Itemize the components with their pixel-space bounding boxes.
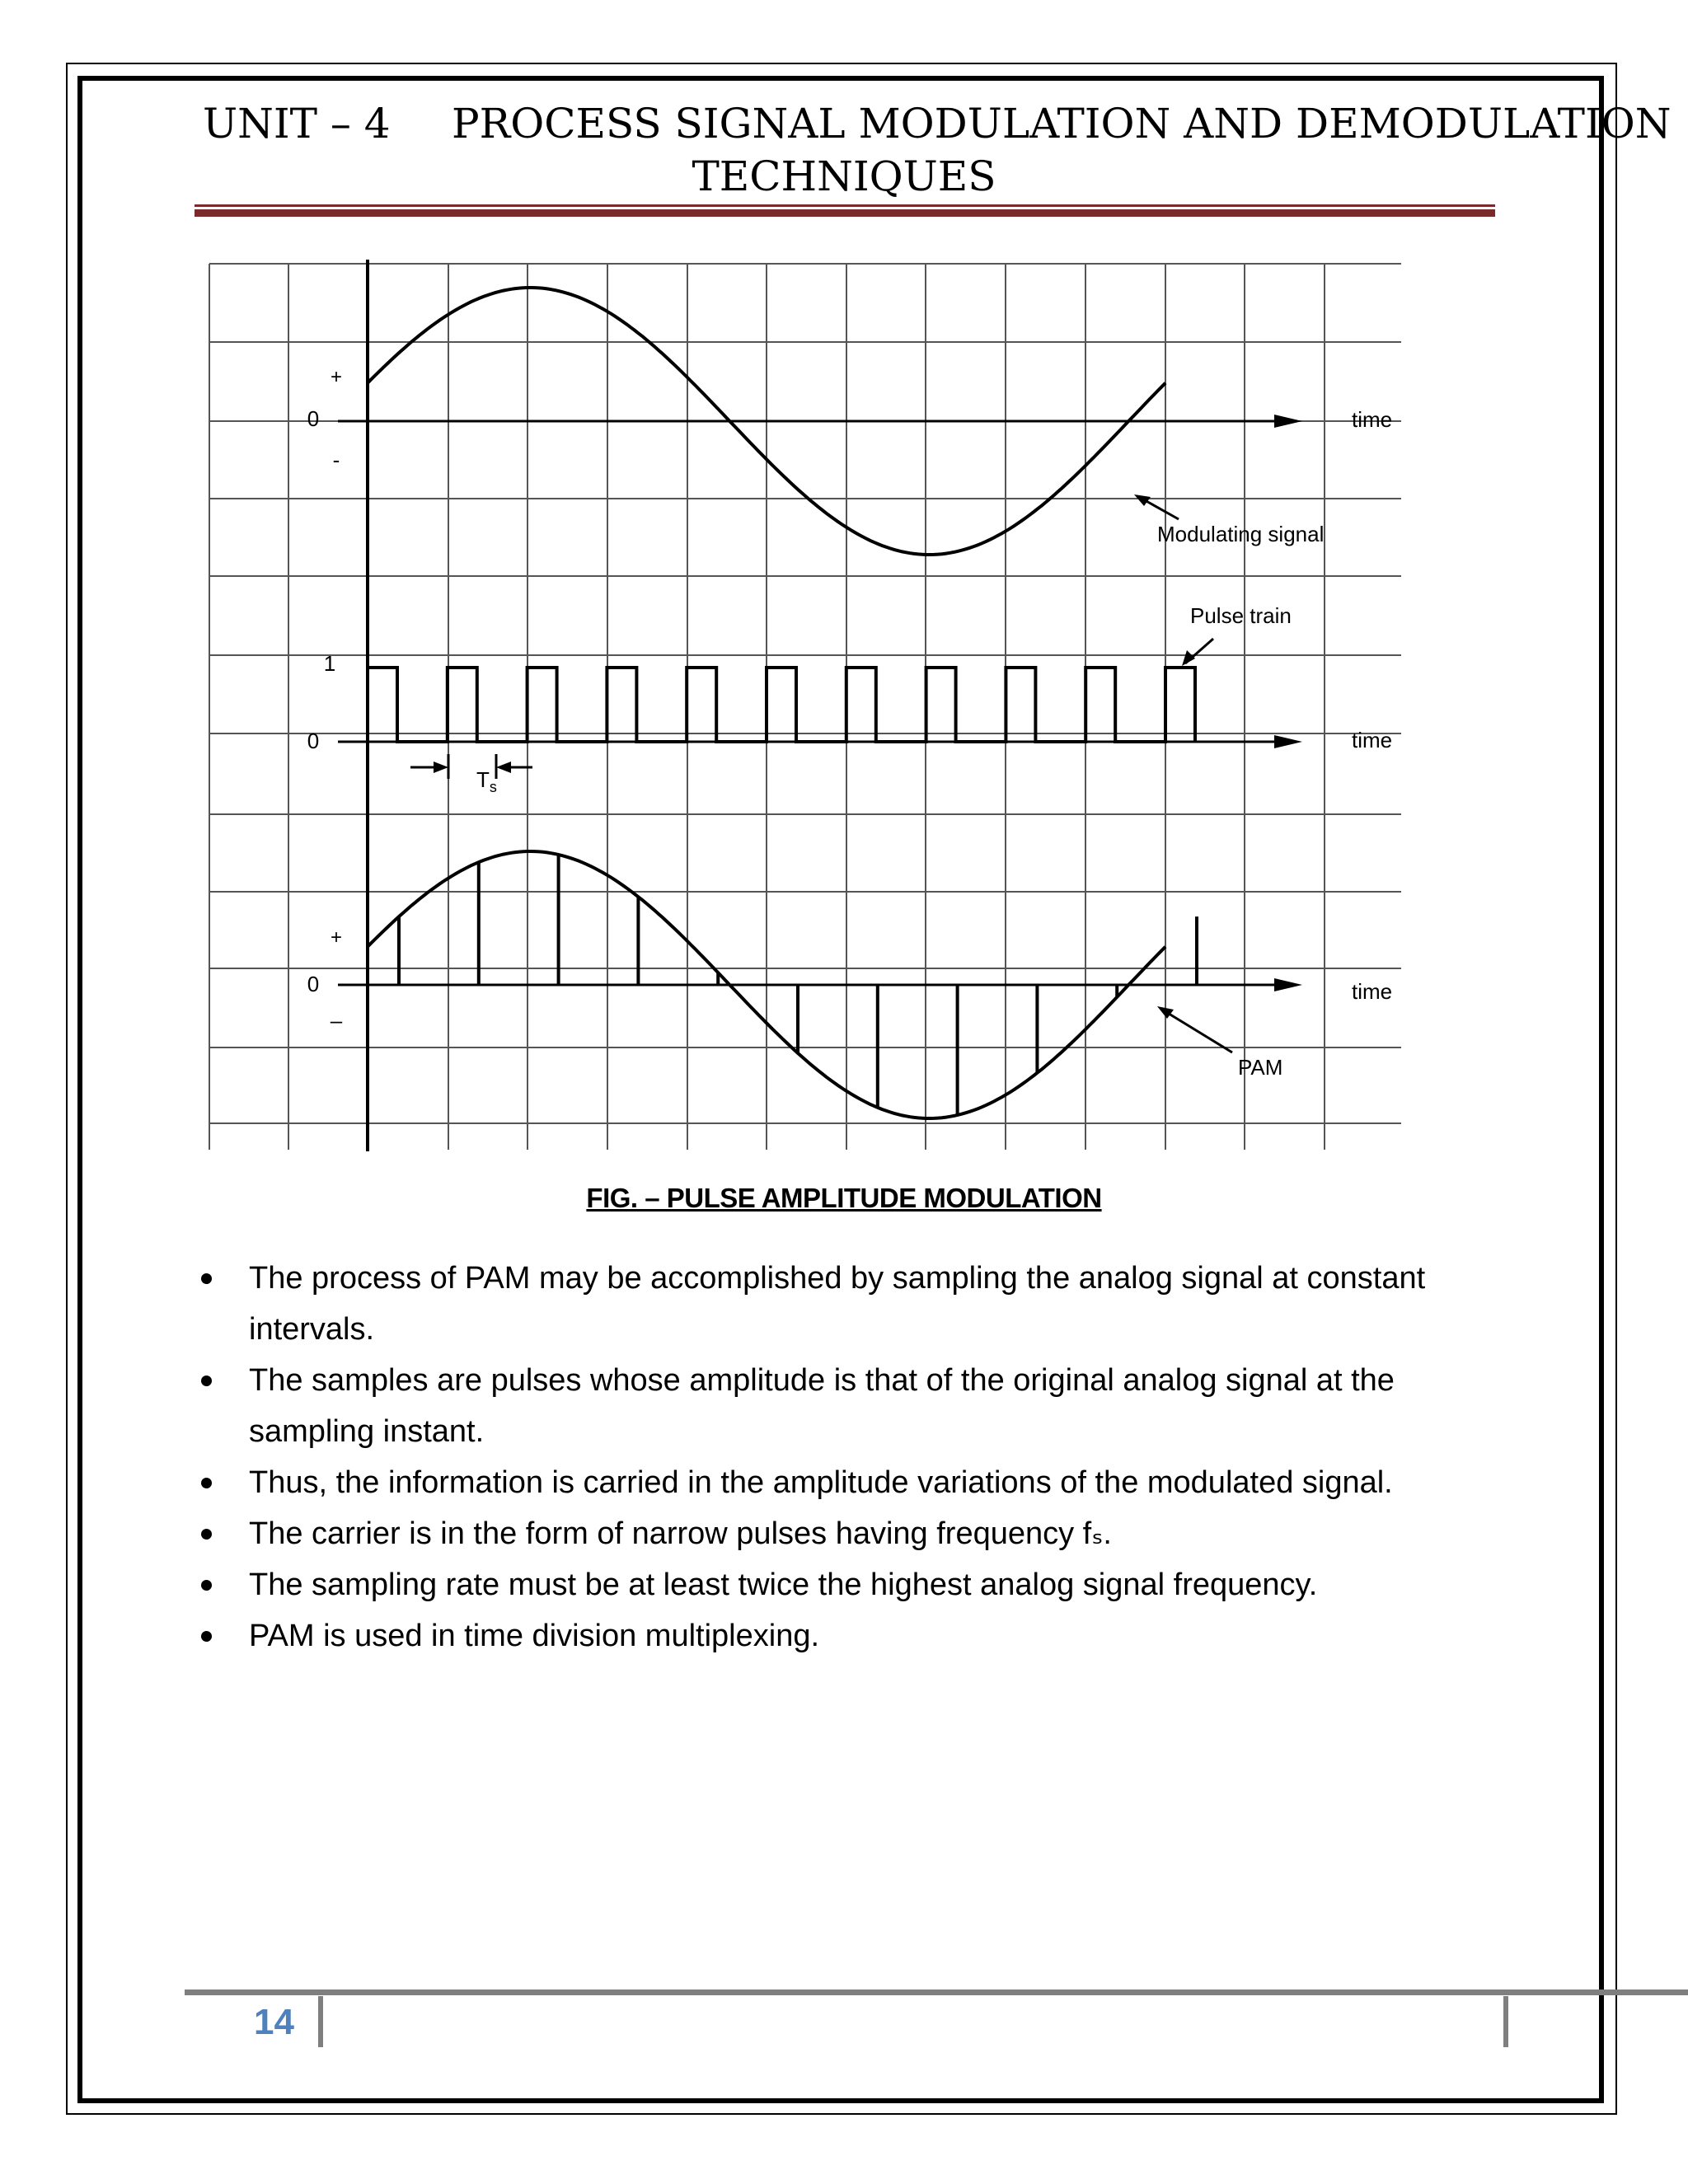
footer-divider-left (318, 1996, 323, 2047)
bullet-item: The samples are pulses whose amplitude is that of the original analog signal at the sampling instant. (198, 1355, 1517, 1457)
top-zero-label: 0 (307, 406, 320, 431)
pulse-train-pointer-head (1182, 650, 1195, 666)
ts-arrow-right-head (496, 762, 511, 773)
bullet-list (198, 1253, 1517, 1661)
ts-arrow-left-head (434, 762, 448, 773)
header-title-line1: PROCESS SIGNAL MODULATION AND DEMODULATION (452, 100, 1672, 148)
pam-zero-label: 0 (307, 972, 320, 996)
pam-time-arrowhead (1274, 978, 1302, 991)
bullet-item: The sampling rate must be at least twice the highest analog signal frequency. (198, 1559, 1517, 1610)
bullet-item: Thus, the information is carried in the amplitude variations of the modulated signal. (198, 1457, 1517, 1508)
pam-plus-label: + (330, 926, 343, 949)
modulating-signal-label: Modulating signal (1157, 522, 1325, 546)
pulse-one-label: 1 (323, 651, 336, 676)
pam-label: PAM (1238, 1055, 1283, 1080)
figure-signals (338, 260, 1302, 1151)
header-title-line2: TECHNIQUES (692, 152, 996, 200)
bullet-item: PAM is used in time division multiplexing. (198, 1610, 1517, 1661)
pulse-time-arrowhead (1274, 735, 1302, 748)
footer-rule (185, 1990, 1688, 1995)
page-number: 14 (254, 2002, 294, 2042)
pam-pointer (1162, 1010, 1232, 1052)
bullet-item: The carrier is in the form of narrow pulses having frequency fₛ. (198, 1508, 1517, 1559)
unit-label: UNIT – 4 (203, 100, 391, 148)
top-minus-label: - (332, 448, 340, 472)
pulse-train-label: Pulse train (1190, 603, 1292, 628)
period-ts-label (476, 767, 497, 795)
bullet-item: The process of PAM may be accomplished by sampling the analog signal at constant intervals. (198, 1253, 1517, 1355)
pam-minus-label: – (330, 1008, 343, 1033)
top-time-label: time (1352, 407, 1393, 432)
pulse-train-wave (368, 668, 1195, 742)
top-plus-label: + (330, 366, 343, 388)
pulse-time-label: time (1352, 728, 1393, 752)
figure-grid (209, 264, 1401, 1150)
modulating-signal-pointer-head (1134, 494, 1151, 506)
header-rule-thin (195, 204, 1495, 207)
period-s: s (489, 779, 497, 795)
figure-caption: FIG. – PULSE AMPLITUDE MODULATION (586, 1183, 1102, 1213)
header-rule-thick (195, 209, 1495, 217)
pam-time-label: time (1352, 979, 1393, 1004)
period-t: T (476, 767, 490, 792)
pam-figure (198, 251, 1418, 1158)
footer-divider-right (1503, 1996, 1508, 2047)
top-time-arrowhead (1274, 415, 1302, 428)
pulse-zero-label: 0 (307, 729, 320, 753)
